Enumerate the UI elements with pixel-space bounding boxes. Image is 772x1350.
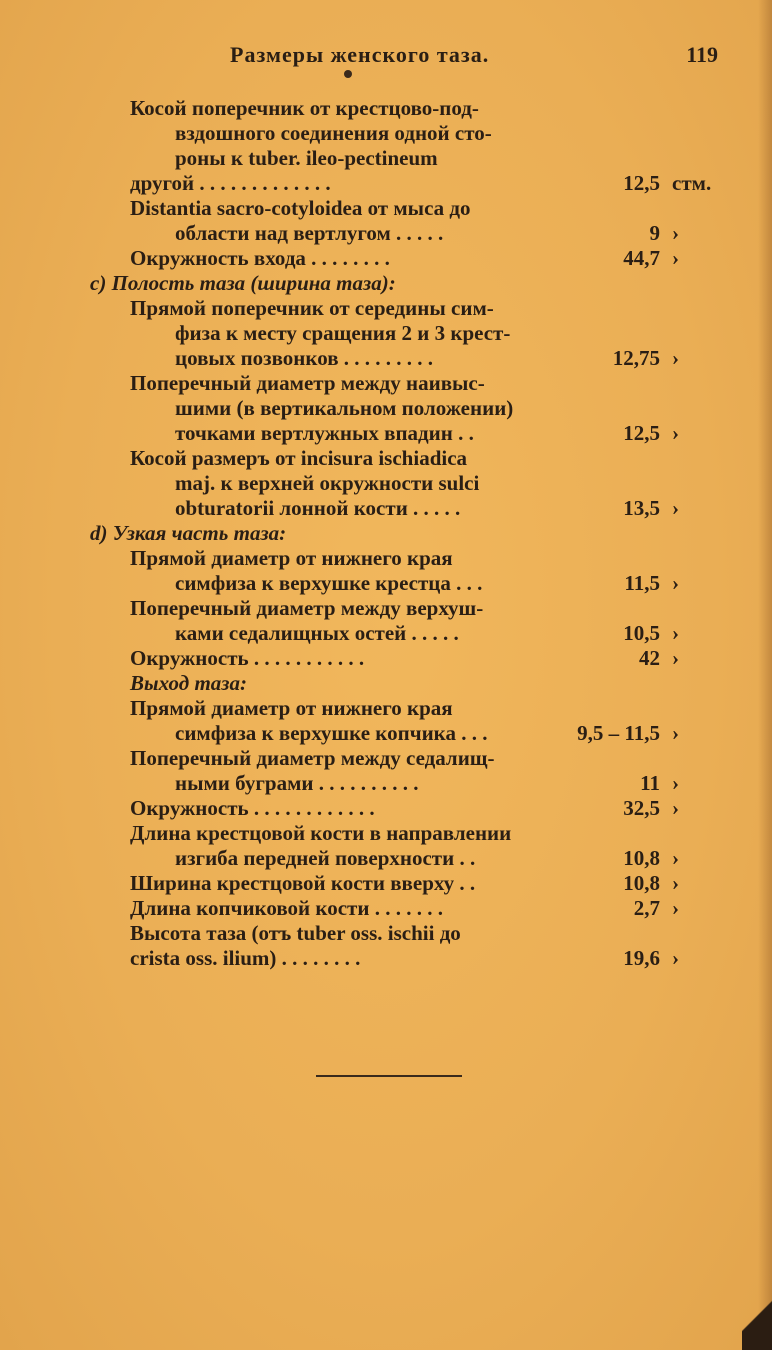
row-value: 10,8 xyxy=(623,846,660,870)
list-item xyxy=(0,596,772,620)
row-unit: › xyxy=(672,771,679,795)
row-unit: › xyxy=(672,421,679,445)
list-item xyxy=(0,871,772,895)
row-text: maj. к верхней окружности sulci xyxy=(175,471,480,495)
running-header xyxy=(0,42,772,76)
row-unit: › xyxy=(672,221,679,245)
row-text: Поперечный диаметр между верхуш- xyxy=(130,596,484,620)
list-item xyxy=(0,321,772,345)
row-text: obturatorii лонной кости . . . . . xyxy=(175,496,461,520)
row-text: Окружность входа . . . . . . . . xyxy=(130,246,390,270)
list-item xyxy=(0,421,772,445)
row-unit: › xyxy=(672,796,679,820)
row-text: Прямой поперечник от середины сим- xyxy=(130,296,494,320)
row-value: 2,7 xyxy=(633,896,660,920)
row-unit: › xyxy=(672,721,679,745)
page-number: 119 xyxy=(686,42,718,67)
row-text: цовых позвонков . . . . . . . . . xyxy=(175,346,434,370)
page-corner-shadow xyxy=(742,1280,772,1350)
row-text: изгиба передней поверхности . . xyxy=(175,846,476,870)
row-unit: стм. xyxy=(672,171,712,195)
row-text: c) Полость таза (ширина таза): xyxy=(90,271,396,295)
row-value: 44,7 xyxy=(623,246,660,270)
row-text: шими (в вертикальном положении) xyxy=(175,396,514,420)
list-item xyxy=(0,696,772,720)
row-text: Окружность . . . . . . . . . . . xyxy=(130,646,365,670)
row-value: 9,5 – 11,5 xyxy=(577,721,660,745)
ornament-dot xyxy=(344,70,352,78)
row-text: d) Узкая часть таза: xyxy=(90,521,287,545)
row-text: Высота таза (отъ tuber oss. ischii до xyxy=(130,921,461,945)
list-item xyxy=(0,296,772,320)
end-rule xyxy=(316,1075,462,1077)
row-value: 11 xyxy=(640,771,660,795)
row-text: симфиза к верхушке крестца . . . xyxy=(175,571,483,595)
row-text: ными буграми . . . . . . . . . . xyxy=(175,771,419,795)
row-text: симфиза к верхушке копчика . . . xyxy=(175,721,488,745)
row-text: Длина крестцовой кости в направлении xyxy=(130,821,512,845)
row-text: Выход таза: xyxy=(130,671,247,695)
row-value: 42 xyxy=(639,646,660,670)
row-text: физа к месту сращения 2 и 3 крест- xyxy=(175,321,511,345)
list-item xyxy=(0,921,772,945)
list-item xyxy=(0,246,772,270)
list-item xyxy=(0,446,772,470)
list-item xyxy=(0,171,772,195)
list-item xyxy=(0,721,772,745)
row-text: Длина копчиковой кости . . . . . . . xyxy=(130,896,443,920)
row-text: Ширина крестцовой кости вверху . . xyxy=(130,871,476,895)
row-unit: › xyxy=(672,621,679,645)
row-text: ками седалищных остей . . . . . xyxy=(175,621,459,645)
row-text: области над вертлугом . . . . . xyxy=(175,221,444,245)
list-item xyxy=(0,371,772,395)
list-item xyxy=(0,746,772,770)
row-text: Косой размеръ от incisura ischiadica xyxy=(130,446,468,470)
row-text: Поперечный диаметр между наивыс- xyxy=(130,371,485,395)
row-value: 12,5 xyxy=(623,421,660,445)
row-text: Окружность . . . . . . . . . . . . xyxy=(130,796,375,820)
list-item xyxy=(0,571,772,595)
row-unit: › xyxy=(672,346,679,370)
row-unit: › xyxy=(672,846,679,870)
row-unit: › xyxy=(672,871,679,895)
row-value: 12,75 xyxy=(612,346,660,370)
list-item xyxy=(0,196,772,220)
list-item xyxy=(0,221,772,245)
list-item xyxy=(0,546,772,570)
row-text: другой . . . . . . . . . . . . . xyxy=(130,171,331,195)
list-item xyxy=(0,146,772,170)
row-value: 12,5 xyxy=(623,171,660,195)
row-value: 10,8 xyxy=(623,871,660,895)
list-item xyxy=(0,946,772,970)
list-item xyxy=(0,496,772,520)
row-value: 13,5 xyxy=(623,496,660,520)
row-unit: › xyxy=(672,896,679,920)
list-item xyxy=(0,521,772,545)
list-item xyxy=(0,96,772,120)
list-item xyxy=(0,821,772,845)
list-item xyxy=(0,671,772,695)
row-text: Поперечный диаметр между седалищ- xyxy=(130,746,495,770)
row-text: Distantia sacro-cotyloidea от мыса до xyxy=(130,196,471,220)
list-item xyxy=(0,396,772,420)
row-value: 10,5 xyxy=(623,621,660,645)
list-item xyxy=(0,271,772,295)
row-unit: › xyxy=(672,571,679,595)
row-value: 9 xyxy=(649,221,660,245)
row-text: crista oss. ilium) . . . . . . . . xyxy=(130,946,361,970)
row-text: точками вертлужных впадин . . xyxy=(175,421,474,445)
list-item xyxy=(0,771,772,795)
row-value: 19,6 xyxy=(623,946,660,970)
row-unit: › xyxy=(672,646,679,670)
row-text: Прямой диаметр от нижнего края xyxy=(130,546,453,570)
running-title: Размеры женского таза. xyxy=(230,42,490,67)
row-value: 32,5 xyxy=(623,796,660,820)
list-item xyxy=(0,846,772,870)
row-text: Прямой диаметр от нижнего края xyxy=(130,696,453,720)
row-text: роны к tuber. ileo-pectineum xyxy=(175,146,438,170)
row-value: 11,5 xyxy=(624,571,660,595)
list-item xyxy=(0,896,772,920)
list-item xyxy=(0,346,772,370)
row-text: вздошного соединения одной сто- xyxy=(175,121,492,145)
row-unit: › xyxy=(672,496,679,520)
list-item xyxy=(0,471,772,495)
list-item xyxy=(0,621,772,645)
list-item xyxy=(0,646,772,670)
row-unit: › xyxy=(672,246,679,270)
list-item xyxy=(0,121,772,145)
row-text: Косой поперечник от крестцово-под- xyxy=(130,96,479,120)
row-unit: › xyxy=(672,946,679,970)
list-item xyxy=(0,796,772,820)
